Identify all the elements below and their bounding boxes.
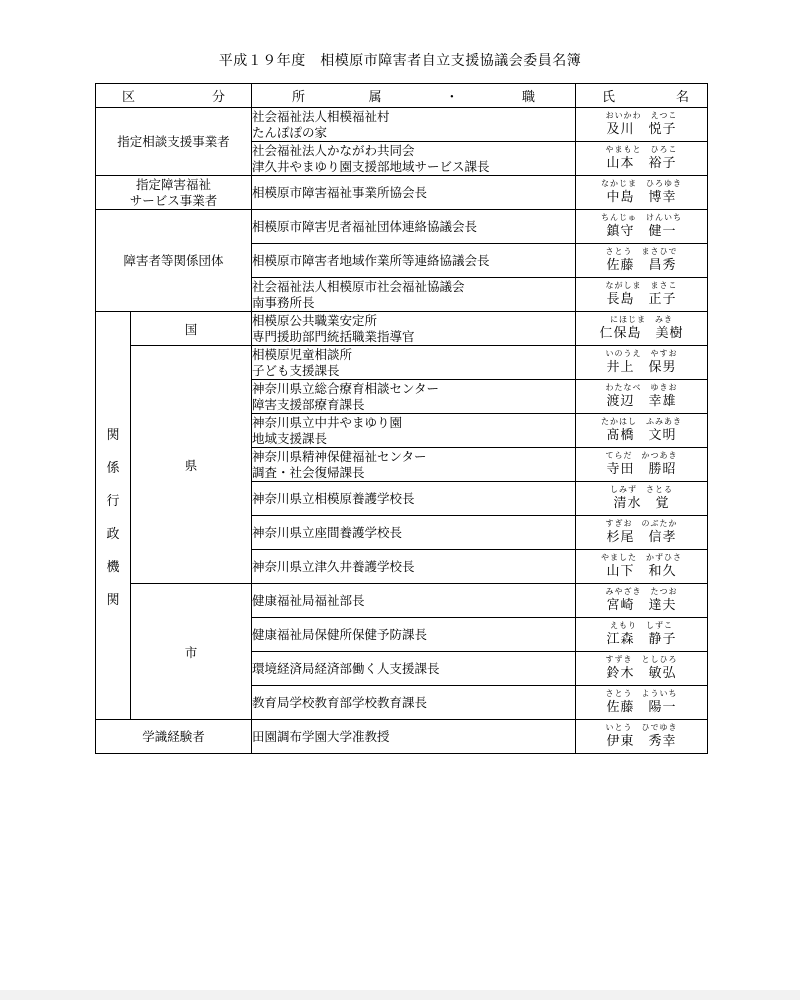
member-name-cell: さとう よういち 佐藤 陽一: [576, 686, 708, 720]
member-name-cell: やまもと ひろこ 山本 裕子: [576, 142, 708, 176]
member-name-cell: すずき としひろ 鈴木 敏弘: [576, 652, 708, 686]
member-name-cell: ながしま まさこ 長島 正子: [576, 278, 708, 312]
table-row: [96, 584, 708, 618]
affiliation-cell: 神奈川県立座間養護学校長: [252, 516, 576, 550]
affiliation-cell: 健康福祉局保健所保健予防課長: [252, 618, 576, 652]
affiliation-cell: 神奈川県立中井やまゆり園 地域支援課長: [252, 414, 576, 448]
member-name-cell: なかじま ひろゆき 中島 博幸: [576, 176, 708, 210]
header-name: 氏 名: [576, 84, 708, 108]
member-name-cell: みやざき たつお 宮崎 達夫: [576, 584, 708, 618]
table-row: [96, 108, 708, 142]
category-academic-experts: 学識経験者: [96, 720, 252, 754]
member-name-cell: ちんじゅ けんいち 鎮守 健一: [576, 210, 708, 244]
affiliation-cell: 相模原市障害児者福祉団体連絡協議会長: [252, 210, 576, 244]
affiliation-cell: 教育局学校教育部学校教育課長: [252, 686, 576, 720]
subcategory-national: 国: [131, 312, 252, 346]
member-name-cell: すぎお のぶたか 杉尾 信孝: [576, 516, 708, 550]
affiliation-cell: 社会福祉法人相模福祉村 たんぽぽの家: [252, 108, 576, 142]
affiliation-cell: 相模原市障害者地域作業所等連絡協議会長: [252, 244, 576, 278]
affiliation-cell: 相模原市障害福祉事業所協会長: [252, 176, 576, 210]
member-name-cell: わたなべ ゆきお 渡辺 幸雄: [576, 380, 708, 414]
category-disability-organizations: 障害者等関係団体: [96, 210, 252, 312]
member-name-cell: にほじま みき 仁保島 美樹: [576, 312, 708, 346]
member-name-cell: さとう まさひで 佐藤 昌秀: [576, 244, 708, 278]
committee-roster-table: [95, 83, 708, 754]
affiliation-cell: 環境経済局経済部働く人支援課長: [252, 652, 576, 686]
member-name-cell: えもり しずこ 江森 静子: [576, 618, 708, 652]
affiliation-cell: 相模原児童相談所 子ども支援課長: [252, 346, 576, 380]
member-name-cell: おいかわ えつこ 及川 悦子: [576, 108, 708, 142]
affiliation-cell: 神奈川県立津久井養護学校長: [252, 550, 576, 584]
affiliation-cell: 健康福祉局福祉部長: [252, 584, 576, 618]
category-designated-consultation: 指定相談支援事業者: [96, 108, 252, 176]
affiliation-cell: 神奈川県立総合療育相談センター 障害支援部療育課長: [252, 380, 576, 414]
document-title: 平成１９年度 相模原市障害者自立支援協議会委員名簿: [218, 53, 582, 69]
member-name-cell: しみず さとる 清水 覚: [576, 482, 708, 516]
affiliation-cell: 相模原公共職業安定所 専門援助部門統括職業指導官: [252, 312, 576, 346]
table-row: [96, 176, 708, 210]
affiliation-cell: 田園調布学園大学准教授: [252, 720, 576, 754]
member-name-cell: いのうえ やすお 井上 保男: [576, 346, 708, 380]
member-name-cell: いとう ひでゆき 伊東 秀幸: [576, 720, 708, 754]
member-name-cell: てらだ かつあき 寺田 勝昭: [576, 448, 708, 482]
affiliation-cell: 社会福祉法人かながわ共同会 津久井やまゆり園支援部地域サービス課長: [252, 142, 576, 176]
affiliation-cell: 社会福祉法人相模原市社会福祉協議会 南事務所長: [252, 278, 576, 312]
table-row: [96, 346, 708, 380]
subcategory-city: 市: [131, 584, 252, 720]
header-category: 区 分: [96, 84, 252, 108]
table-row: [96, 210, 708, 244]
member-name-cell: たかはし ふみあき 髙橋 文明: [576, 414, 708, 448]
member-name-cell: やました かずひさ 山下 和久: [576, 550, 708, 584]
affiliation-cell: 神奈川県精神保健福祉センター 調査・社会復帰課長: [252, 448, 576, 482]
header-affiliation: 所 属 ・ 職: [252, 84, 576, 108]
table-row: [96, 312, 708, 346]
affiliation-cell: 神奈川県立相模原養護学校長: [252, 482, 576, 516]
category-related-administrative-agencies: 関 係 行 政 機 関: [96, 312, 131, 720]
table-row: [96, 720, 708, 754]
page-bottom-strip: [0, 990, 800, 1000]
category-designated-service-provider: 指定障害福祉 サービス事業者: [96, 176, 252, 210]
subcategory-prefecture: 県: [131, 346, 252, 584]
header-row: [96, 84, 708, 108]
